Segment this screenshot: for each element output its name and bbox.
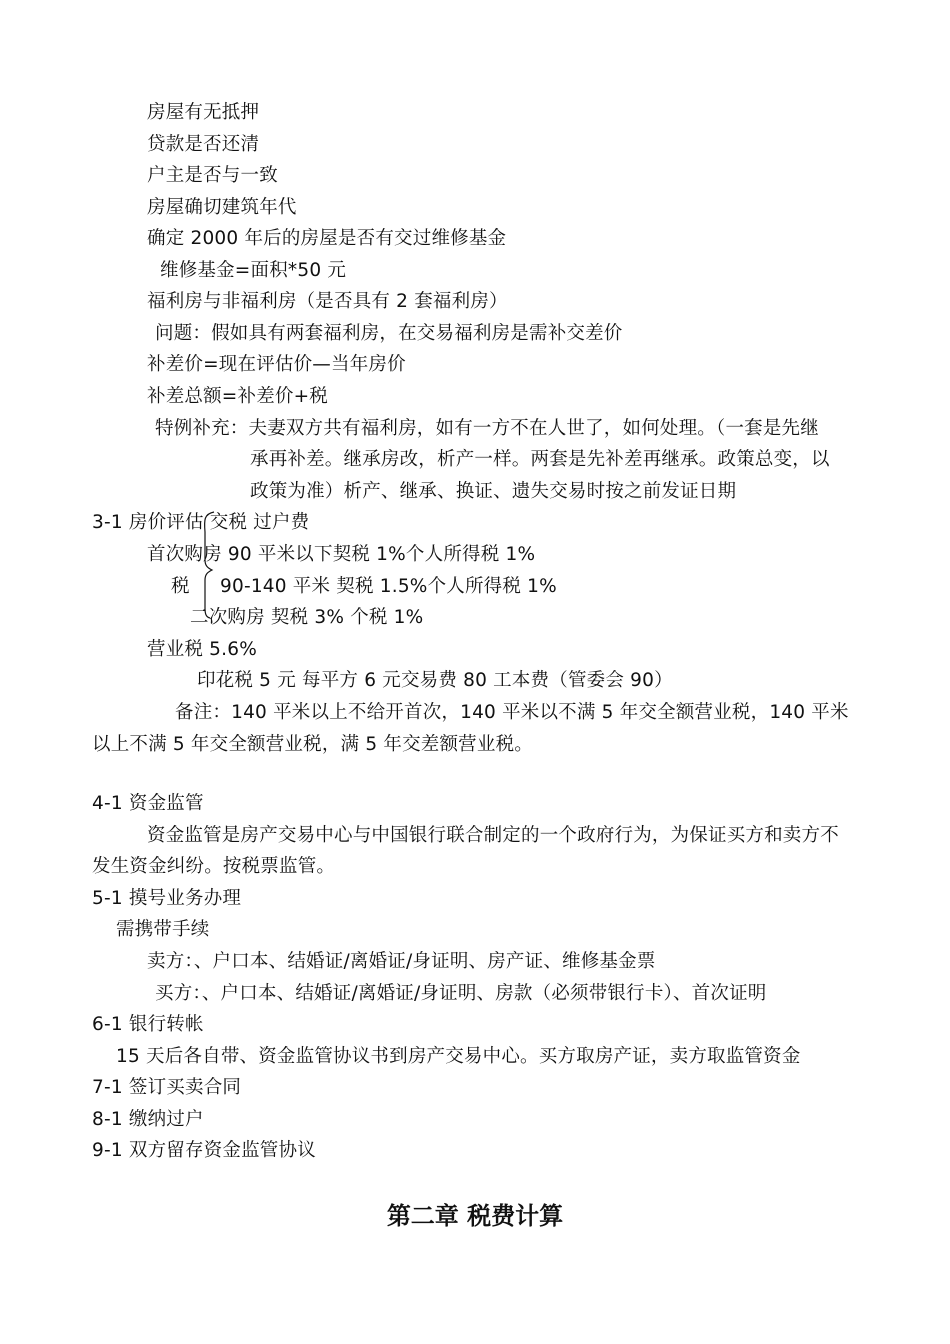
text-line: 以上不满 5 年交全额营业税，满 5 年交差额营业税。: [92, 734, 533, 755]
text-line: 资金监管是房产交易中心与中国银行联合制定的一个政府行为，为保证买方和卖方不: [147, 825, 839, 846]
text-line: 补差总额=补差价+税: [147, 386, 329, 407]
text-line: 备注：140 平米以上不给开首次，140 平米以不满 5 年交全额营业税，140 平米: [175, 702, 849, 723]
section-heading: 3-1 房价评估 交税 过户费: [92, 512, 310, 533]
brace-bracket: [196, 510, 220, 620]
section-heading: 5-1 摸号业务办理: [92, 888, 242, 909]
section-heading: 4-1 资金监管: [92, 793, 204, 814]
text-line: 二次购房 契税 3% 个税 1%: [190, 607, 424, 628]
text-line: 政策为准）析产、继承、换证、遗失交易时按之前发证日期: [250, 481, 737, 502]
text-line: 营业税 5.6%: [147, 639, 257, 660]
text-line: 发生资金纠纷。按税票监管。: [92, 856, 336, 877]
text-line: 补差价=现在评估价—当年房价: [147, 354, 406, 375]
text-line: 福利房与非福利房（是否具有 2 套福利房）: [147, 291, 508, 312]
section-heading: 7-1 签订买卖合同: [92, 1077, 242, 1098]
text-line: 需携带手续: [116, 919, 210, 940]
text-line: 15 天后各自带、资金监管协议书到房产交易中心。买方取房产证，卖方取监管资金: [116, 1046, 801, 1067]
text-line: 特例补充：夫妻双方共有福利房，如有一方不在人世了，如何处理。（一套是先继: [155, 418, 819, 439]
text-line: 房屋确切建筑年代: [147, 197, 297, 218]
text-line: 首次购房 90 平米以下契税 1%个人所得税 1%: [147, 544, 536, 565]
text-line: 贷款是否还清: [147, 134, 260, 155]
text-line: 维修基金=面积*50 元: [160, 260, 347, 281]
text-line: 买方：、户口本、结婚证/离婚证/身证明、房款（必须带银行卡）、首次证明: [155, 983, 767, 1004]
section-heading: 8-1 缴纳过户: [92, 1109, 204, 1130]
section-heading: 9-1 双方留存资金监管协议: [92, 1140, 316, 1161]
text-line: 90-140 平米 契税 1.5%个人所得税 1%: [220, 576, 557, 597]
text-line: 确定 2000 年后的房屋是否有交过维修基金: [147, 228, 507, 249]
text-line: 卖方：、户口本、结婚证/离婚证/身证明、房产证、维修基金票: [147, 951, 656, 972]
chapter-title: 第二章 税费计算: [386, 1202, 564, 1230]
text-line: 户主是否与一致: [147, 165, 278, 186]
section-heading: 6-1 银行转帐: [92, 1014, 204, 1035]
text-line: 房屋有无抵押: [147, 102, 260, 123]
text-line: 印花税 5 元 每平方 6 元交易费 80 工本费（管委会 90）: [197, 670, 673, 691]
text-line: 问题：假如具有两套福利房，在交易福利房是需补交差价: [155, 323, 623, 344]
text-line: 税: [171, 576, 190, 597]
text-line: 承再补差。继承房改，析产一样。两套是先补差再继承。政策总变，以: [250, 449, 830, 470]
